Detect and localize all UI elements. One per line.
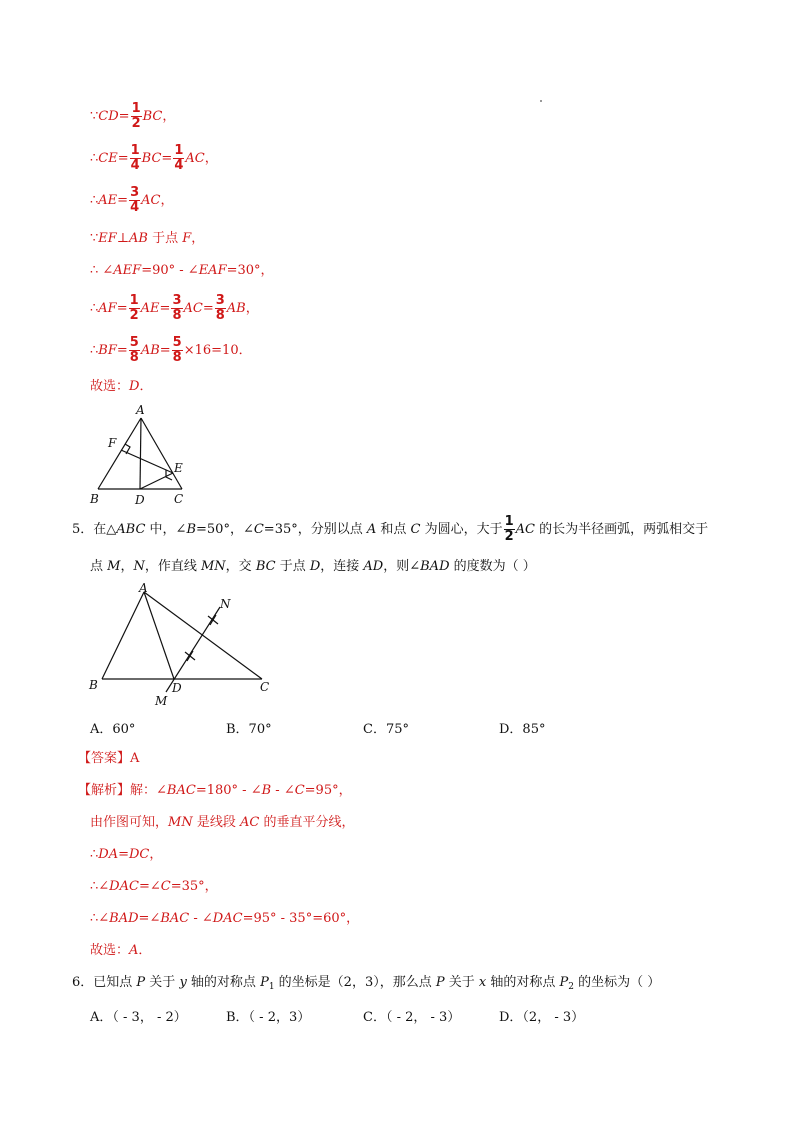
q6-choice-a: A．（ - 3， - 2） xyxy=(90,1010,187,1025)
fraction xyxy=(171,294,182,323)
text: DC xyxy=(129,847,150,862)
numerator: 1 xyxy=(174,143,184,158)
point-label-e: E xyxy=(174,461,183,475)
text: = xyxy=(117,151,129,166)
q6-choice-c: C．（ - 2， - 3） xyxy=(363,1010,461,1025)
analysis-line-6 xyxy=(90,942,151,960)
text: 故选： xyxy=(90,943,130,958)
text: P xyxy=(260,975,269,990)
text: = xyxy=(118,109,130,124)
question-6-line-1 xyxy=(72,974,660,996)
text: AE xyxy=(98,193,118,208)
numerator: 1 xyxy=(129,293,139,308)
numerator: 3 xyxy=(130,185,140,200)
text: D xyxy=(309,559,321,574)
fraction xyxy=(172,336,183,365)
text: M xyxy=(107,559,121,574)
text: ∴ xyxy=(90,343,99,358)
point-label-n: N xyxy=(220,597,231,611)
segment-ab xyxy=(102,592,144,679)
text: BAD xyxy=(420,559,450,574)
text: 的坐标为（ ） xyxy=(573,975,661,990)
text: AC xyxy=(515,522,536,537)
q5-choice-c: C．75° xyxy=(363,722,409,737)
q5-choice-b: B．70° xyxy=(226,722,272,737)
text: =90° - xyxy=(141,263,188,278)
text: ， xyxy=(245,301,259,316)
point-label-b: B xyxy=(89,678,98,692)
text: = xyxy=(159,343,171,358)
text: N xyxy=(133,559,145,574)
text: ，交 xyxy=(225,559,256,574)
text: ABC xyxy=(116,522,146,537)
analysis-tag: 【解析】 xyxy=(78,783,131,798)
text: ∴ xyxy=(90,847,99,862)
text: ×16=10． xyxy=(183,343,252,358)
segment-de xyxy=(140,473,173,489)
point-label-a: A xyxy=(136,403,145,417)
text: 故选： xyxy=(90,379,130,394)
numerator: 5 xyxy=(129,335,139,350)
analysis-line-4 xyxy=(90,878,218,896)
fraction xyxy=(129,186,140,215)
text: 于点 xyxy=(147,231,183,246)
text: ， xyxy=(160,193,174,208)
text: AB xyxy=(226,301,246,316)
text: P xyxy=(559,975,569,990)
text: ∠BAD xyxy=(98,911,139,926)
text: A xyxy=(129,943,139,958)
text: =50°，∠ xyxy=(196,522,254,537)
text: ∠BAC xyxy=(156,783,196,798)
fraction xyxy=(129,336,140,365)
q6-choice-d: D．（2， - 3） xyxy=(499,1010,585,1025)
text: ， xyxy=(162,109,176,124)
text: 解： xyxy=(130,783,157,798)
text: = xyxy=(118,847,129,862)
text: = xyxy=(159,301,171,316)
text: = xyxy=(116,343,128,358)
text: MN xyxy=(168,815,193,830)
text: ∴ xyxy=(90,301,99,316)
denominator: 8 xyxy=(215,308,225,323)
text: EF xyxy=(98,231,117,246)
text: =95°， xyxy=(304,783,352,798)
question-number: 5． xyxy=(72,522,94,537)
text: ∴ xyxy=(90,193,99,208)
text: A xyxy=(366,522,377,537)
text: = xyxy=(116,301,128,316)
text: 点 xyxy=(90,559,108,574)
text: ，连接 xyxy=(320,559,364,574)
text: ∴ xyxy=(90,911,99,926)
text: = xyxy=(138,911,150,926)
solution-line-5 xyxy=(90,262,274,280)
text: ∴ xyxy=(90,151,99,166)
text: ∠AEF xyxy=(102,263,142,278)
subscript: 1 xyxy=(268,982,275,992)
point-label-c: C xyxy=(174,492,184,506)
denominator: 2 xyxy=(129,308,139,323)
point-label-m: M xyxy=(155,694,168,708)
text: ． xyxy=(139,379,153,394)
fraction xyxy=(131,102,142,131)
solution-line-3 xyxy=(90,186,173,215)
fraction xyxy=(173,144,184,173)
text: - xyxy=(189,911,202,926)
triangle-figure-1 xyxy=(84,400,194,508)
solution-line-4 xyxy=(90,230,204,248)
text: BC xyxy=(141,151,162,166)
solution-line-7 xyxy=(90,336,252,365)
text: 为圆心，大于 xyxy=(420,522,503,537)
denominator: 2 xyxy=(504,529,514,544)
text: = xyxy=(117,193,129,208)
question-number: 6． xyxy=(72,975,94,990)
segment-ac xyxy=(144,592,262,679)
text: B xyxy=(186,522,197,537)
text: 关于 xyxy=(145,975,180,990)
text: C xyxy=(410,522,421,537)
text: 在△ xyxy=(93,522,117,537)
fraction xyxy=(130,144,141,173)
text: =35°，分别以点 xyxy=(263,522,367,537)
numerator: 5 xyxy=(172,335,182,350)
text: ，则∠ xyxy=(383,559,421,574)
text: AB xyxy=(140,343,160,358)
text: 轴的对称点 xyxy=(186,975,261,990)
text: ， xyxy=(204,151,218,166)
denominator: 2 xyxy=(131,116,141,131)
answer-line xyxy=(78,750,139,768)
page-speck xyxy=(540,100,542,102)
text: ， xyxy=(149,847,163,862)
numerator: 1 xyxy=(504,514,514,529)
text: 关于 xyxy=(444,975,479,990)
text: = xyxy=(161,151,173,166)
segment-ef xyxy=(121,450,173,473)
text: D xyxy=(129,379,140,394)
text: BC xyxy=(142,109,163,124)
text: AE xyxy=(140,301,160,316)
text: ∴ xyxy=(90,879,99,894)
text: ∠DAC xyxy=(98,879,139,894)
segment-ab xyxy=(98,418,141,489)
question-5-line-1 xyxy=(72,515,708,544)
denominator: 8 xyxy=(172,308,182,323)
text: 是线段 xyxy=(192,815,240,830)
text: - xyxy=(271,783,284,798)
arc-mark-upper-2 xyxy=(210,615,216,625)
point-label-d: D xyxy=(135,493,145,507)
text: P xyxy=(435,975,445,990)
analysis-line-2 xyxy=(90,814,354,832)
text: ∴ xyxy=(90,263,103,278)
text: AC xyxy=(185,151,205,166)
triangle-figure-2 xyxy=(84,578,284,708)
text: ∠C xyxy=(149,879,171,894)
point-label-d: D xyxy=(172,681,182,695)
text: ∠DAC xyxy=(201,911,243,926)
text: AB xyxy=(129,231,148,246)
fraction xyxy=(504,515,515,544)
denominator: 4 xyxy=(130,158,140,173)
denominator: 8 xyxy=(172,350,182,365)
numerator: 3 xyxy=(172,293,182,308)
text: =180° - xyxy=(195,783,251,798)
text: x xyxy=(478,975,487,990)
text: AC xyxy=(183,301,203,316)
text: ∵ xyxy=(90,109,99,124)
text: CD xyxy=(98,109,119,124)
text: ∵ xyxy=(90,231,99,246)
text: ∠EAF xyxy=(187,263,227,278)
text: ， xyxy=(191,231,205,246)
question-5-line-2 xyxy=(90,558,536,576)
text: 的度数为（ ） xyxy=(449,559,536,574)
solution-line-2 xyxy=(90,144,218,173)
text: AF xyxy=(98,301,117,316)
text: F xyxy=(182,231,192,246)
solution-line-1 xyxy=(90,102,175,131)
text: ． xyxy=(138,943,152,958)
text: BC xyxy=(255,559,276,574)
denominator: 4 xyxy=(174,158,184,173)
analysis-line-5 xyxy=(90,910,359,928)
point-label-b: B xyxy=(90,492,99,506)
text: = xyxy=(202,301,214,316)
analysis-line-1 xyxy=(78,782,352,800)
text: ，作直线 xyxy=(144,559,201,574)
text: MN xyxy=(200,559,226,574)
text: DA xyxy=(98,847,119,862)
text: AD xyxy=(363,559,384,574)
text: AC xyxy=(141,193,161,208)
text: 的坐标是（2，3），那么点 xyxy=(274,975,436,990)
text: = xyxy=(138,879,150,894)
denominator: 8 xyxy=(129,350,139,365)
text: ⊥ xyxy=(116,231,130,246)
fraction xyxy=(129,294,140,323)
analysis-line-3 xyxy=(90,846,162,864)
text: y xyxy=(179,975,187,990)
text: 已知点 xyxy=(93,975,137,990)
text: CE xyxy=(98,151,118,166)
text: ∠C xyxy=(283,783,305,798)
point-label-a: A xyxy=(139,581,148,595)
numerator: 1 xyxy=(130,143,140,158)
numerator: 1 xyxy=(131,101,141,116)
point-label-c: C xyxy=(260,680,270,694)
text: 由作图可知， xyxy=(90,815,169,830)
q5-choice-d: D．85° xyxy=(499,722,546,737)
text: C xyxy=(253,522,264,537)
q5-choice-a: A．60° xyxy=(90,722,136,737)
text: P xyxy=(136,975,146,990)
text: 中，∠ xyxy=(145,522,187,537)
arc-mark-lower-2 xyxy=(187,651,193,661)
answer-value: A xyxy=(130,751,140,766)
denominator: 4 xyxy=(130,200,140,215)
text: 于点 xyxy=(275,559,310,574)
fraction xyxy=(215,294,226,323)
text: AC xyxy=(239,815,260,830)
q6-choice-b: B．（ - 2，3） xyxy=(226,1010,311,1025)
segment-ad xyxy=(144,592,174,679)
answer-tag: 【答案】 xyxy=(78,751,131,766)
point-label-f: F xyxy=(108,436,117,450)
segment-ad xyxy=(140,418,141,489)
text: ， xyxy=(120,559,134,574)
subscript: 2 xyxy=(568,982,574,992)
text: BF xyxy=(98,343,117,358)
text: ∠BAC xyxy=(149,911,190,926)
text: 的长为半径画弧，两弧相交于 xyxy=(535,522,709,537)
text: =30°， xyxy=(226,263,274,278)
text: 的垂直平分线， xyxy=(259,815,355,830)
text: 和点 xyxy=(376,522,411,537)
solution-line-8 xyxy=(90,378,152,396)
text: ∠B xyxy=(250,783,272,798)
text: =35°， xyxy=(170,879,218,894)
numerator: 3 xyxy=(215,293,225,308)
text: 轴的对称点 xyxy=(486,975,560,990)
text: =95° - 35°=60°， xyxy=(242,911,360,926)
solution-line-6 xyxy=(90,294,259,323)
